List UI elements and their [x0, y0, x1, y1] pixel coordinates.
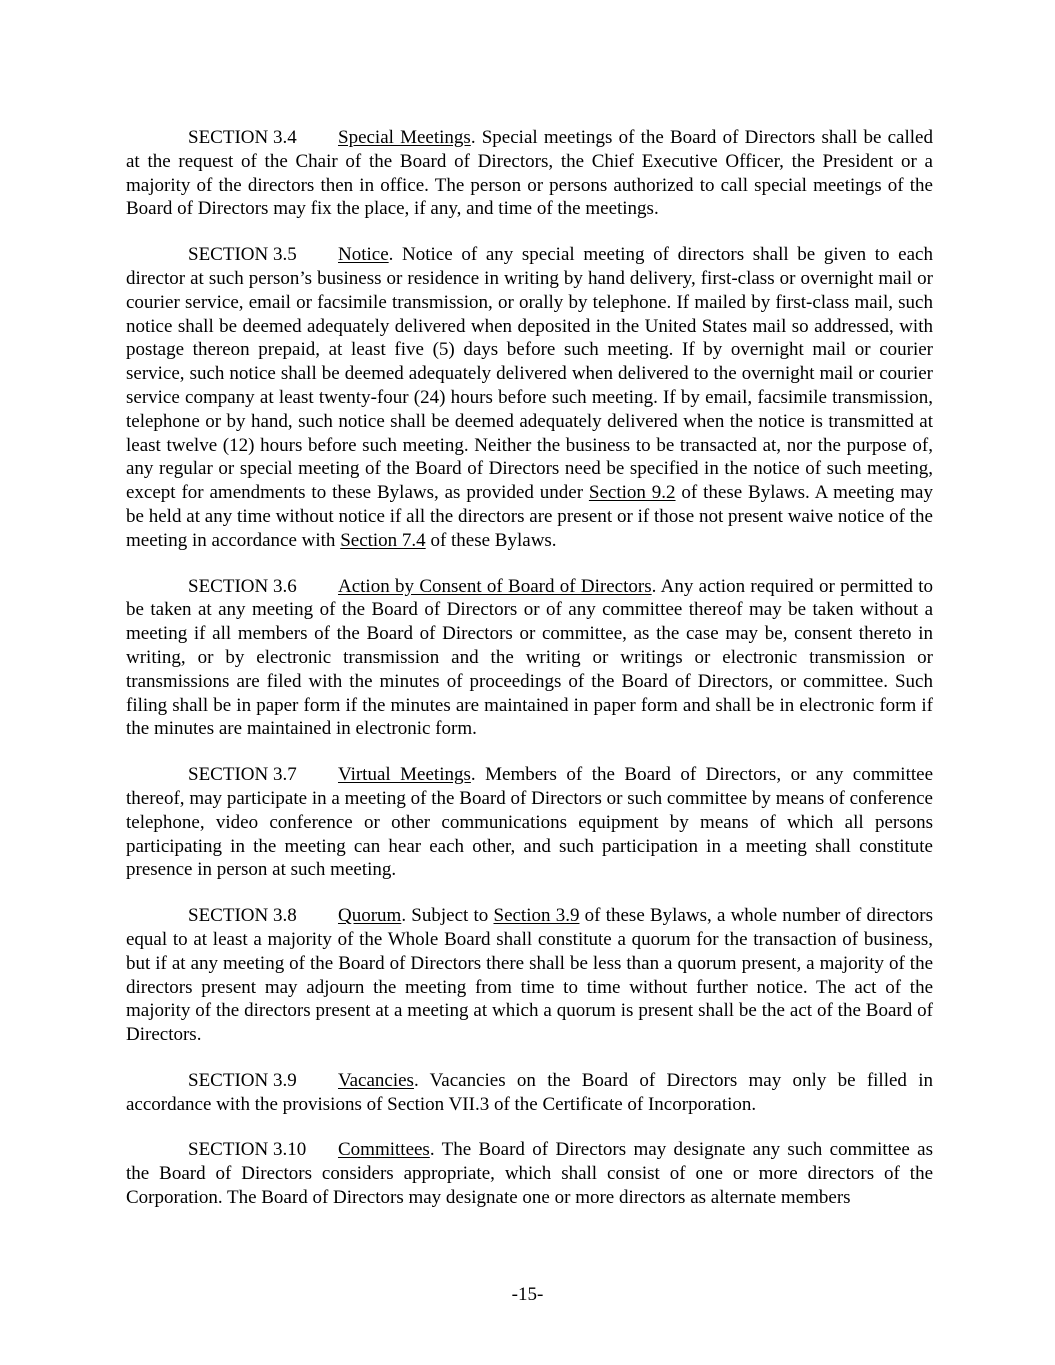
section-title: Notice	[338, 244, 389, 266]
section-text: . Vacancies on the Board of Directors may only be filled in accordance with the provisions of Section VII.3 of the Certificate of Incorporation.	[126, 1069, 933, 1115]
section-number: SECTION 3.6	[188, 575, 297, 597]
section-title: Virtual Meetings	[338, 764, 471, 786]
section-3-5	[126, 243, 933, 552]
section-text: . Any action required or permitted to be taken at any meeting of the Board of Directors or of any committee thereof may be taken without a meeting if all members of the Board of Directors or committee, as the case may be, consent thereto in writing, or by electronic transmission and the writing or writings or electronic transmission or transmissions are filed with the minutes of proceedings of the Board of Directors, or committee. Such filing shall be in paper form if the minutes are maintained in paper form and shall be in electronic form if the minutes are maintained in electronic form.	[126, 575, 933, 740]
section-3-8	[126, 904, 933, 1047]
section-number: SECTION 3.5	[188, 244, 297, 266]
section-number: SECTION 3.10	[188, 1139, 307, 1161]
section-title: Vacancies	[338, 1069, 414, 1091]
section-3-6	[126, 575, 933, 742]
document-body	[126, 126, 933, 1232]
section-text: . Special meetings of the Board of Directors shall be called at the request of the Chair of the Board of Directors, the Chief Executive Officer, the President or a majority of the directors then in office. The person or persons authorized to call special meetings of the Board of Directors may fix the place, if any, and time of the meetings.	[126, 127, 933, 220]
section-text: . Notice of any special meeting of directors shall be given to each director at such person’s business or residence in writing by hand delivery, first-class or overnight mail or courier service, email or facsimile transmission, or orally by telephone. If mailed by first-class mail, such notice shall be deemed adequately delivered when deposited in the United States mail so addressed, with postage thereon prepaid, at least five (5) days before such meeting. If by overnight mail or courier service, such notice shall be deemed adequately delivered when delivered to the overnight mail or courier service company at least twenty-four (24) hours before such meeting. If by email, facsimile transmission, telephone or by hand, such notice shall be deemed adequately delivered when the notice is transmitted at least twelve (12) hours before such meeting. Neither the business to be transacted at, nor the purpose of, any regular or special meeting of the Board of Directors need be specified in the notice of such meeting, except for amendments to these Bylaws, as provided under	[126, 244, 933, 504]
section-text: of these Bylaws.	[425, 529, 557, 551]
section-number: SECTION 3.7	[188, 764, 297, 786]
section-text: of these Bylaws. A meeting may be held at any time without notice if all the directors are present or if those not present waive notice of the meeting in accordance with	[126, 482, 933, 551]
section-3-9	[126, 1069, 933, 1117]
section-title: Special Meetings	[338, 127, 471, 148]
section-title: Committees	[338, 1139, 430, 1161]
section-text: . The Board of Directors may designate any such committee as the Board of Directors considers appropriate, which shall consist of one or more directors of the Corporation. The Board of Directors may designate one or more directors as alternate members	[126, 1139, 933, 1209]
section-text: . Members of the Board of Directors, or any committee thereof, may participate in a meeting of the Board of Directors or such committee by means of conference telephone, video conference or other communications equipment by means of which all persons participating in the meeting can hear each other, and such participation in a meeting shall constitute presence in person at such meeting.	[126, 764, 933, 881]
section-text: of these Bylaws, a whole number of directors equal to at least a majority of the Whole Board shall constitute a quorum for the transaction of business, but if at any meeting of the Board of Directors there shall be less than a quorum present, a majority of the directors present may adjourn the meeting from time to time without further notice. The act of the majority of the directors present at a meeting at which a quorum is present shall be the act of the Board of Directors.	[126, 905, 933, 1046]
cross-reference-link[interactable]: Section 7.4	[340, 529, 426, 551]
cross-reference-link[interactable]: Section 9.2	[588, 482, 676, 504]
cross-reference-link[interactable]: Section 3.9	[493, 905, 580, 927]
section-text: . Subject to	[401, 905, 494, 927]
section-title: Quorum	[338, 905, 402, 927]
section-number: SECTION 3.4	[188, 127, 297, 148]
section-3-7	[126, 763, 933, 882]
page-number: -15-	[511, 1284, 544, 1305]
section-number: SECTION 3.9	[188, 1069, 297, 1091]
section-3-4	[126, 126, 933, 221]
section-title: Action by Consent of Board of Directors	[338, 575, 652, 597]
section-3-10	[126, 1138, 933, 1209]
section-number: SECTION 3.8	[188, 905, 297, 927]
